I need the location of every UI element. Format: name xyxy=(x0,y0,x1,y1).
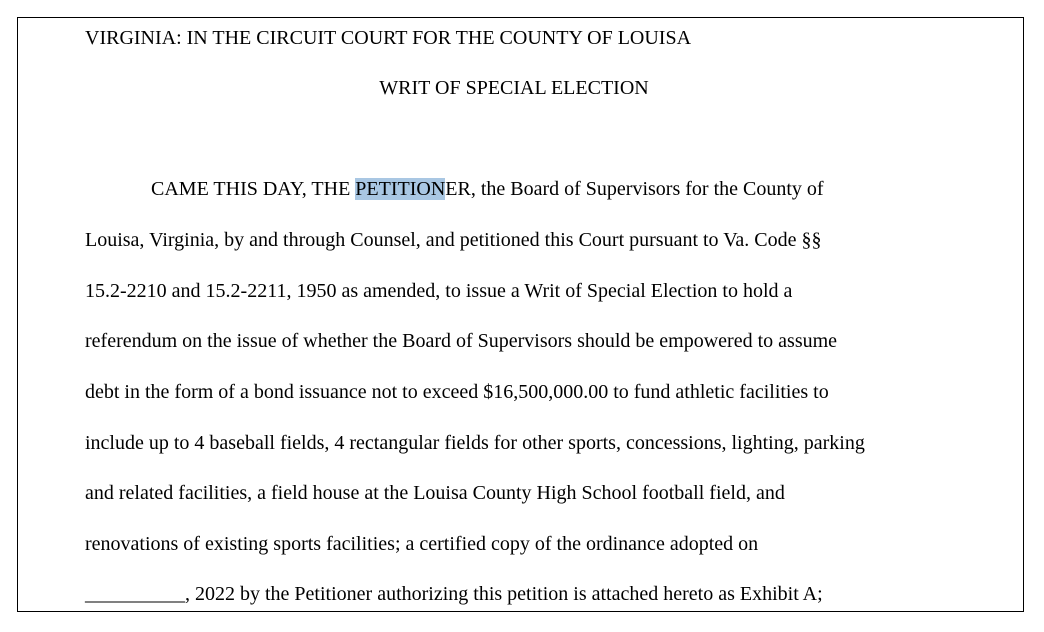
body-line-6: include up to 4 baseball fields, 4 rectangular fields for other sports, concessions, lighting, parking xyxy=(85,432,865,454)
body-line-1[interactable] xyxy=(151,177,824,201)
document-frame xyxy=(17,17,1024,612)
selected-text[interactable]: PETITION xyxy=(355,178,446,200)
body-line-2: Louisa, Virginia, by and through Counsel, and petitioned this Court pursuant to Va. Code §§ xyxy=(85,229,822,251)
body-line-7: and related facilities, a field house at the Louisa County High School football field, and xyxy=(85,482,785,504)
court-caption: VIRGINIA: IN THE CIRCUIT COURT FOR THE COUNTY OF LOUISA xyxy=(85,27,692,49)
document-title: WRIT OF SPECIAL ELECTION xyxy=(379,77,649,99)
body-line-9: __________, 2022 by the Petitioner authorizing this petition is attached hereto as Exhibit A; xyxy=(85,583,823,605)
body-line-4: referendum on the issue of whether the Board of Supervisors should be empowered to assume xyxy=(85,330,838,352)
body-line-1-prefix: CAME THIS DAY, THE xyxy=(151,178,356,200)
body-line-5: debt in the form of a bond issuance not to exceed $16,500,000.00 to fund athletic facilities to xyxy=(85,381,829,403)
body-line-8: renovations of existing sports facilities; a certified copy of the ordinance adopted on xyxy=(85,533,759,555)
body-line-1-suffix: ER, the Board of Supervisors for the County of xyxy=(445,178,824,200)
body-line-3: 15.2-2210 and 15.2-2211, 1950 as amended, to issue a Writ of Special Election to hold a xyxy=(85,280,793,302)
